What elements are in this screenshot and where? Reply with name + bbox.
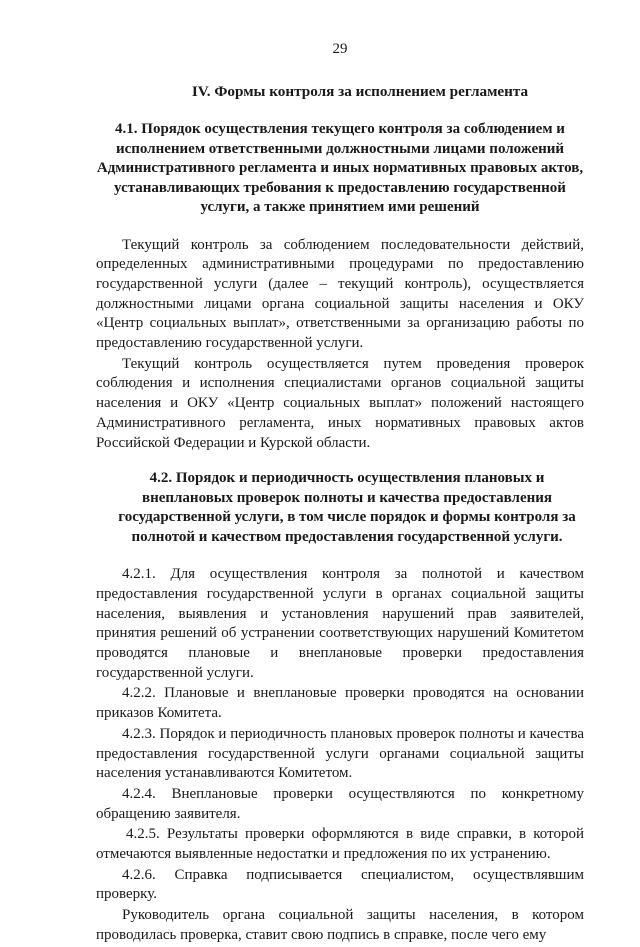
paragraph-4-2-1: 4.2.1. Для осуществления контроля за полнотой и качеством предоставления государственной услуги в органах социальной защиты населения, выявления и установления нарушений прав заявителей, принятия решений об устранении соответствующих нарушений Комитетом проводятся плановые и внеплановые проверки предоставления государственной услуги.	[96, 566, 584, 681]
subsection-title-4-2: 4.2. Порядок и периодичность осуществления плановых и внеплановых проверок полноты и качества предоставления государственной услуги, в том числе порядок и формы контроля за полнотой и качеством предоставления государственной услуги.	[118, 470, 576, 545]
subsection-title-4-1: 4.1. Порядок осуществления текущего контроля за соблюдением и исполнением ответственными должностными лицами положений Административного регламента и иных нормативных правовых актов, устанавливающих требования к предоставлению государственной услуги, а также принятием ими решений	[96, 121, 584, 215]
paragraph-4-2-2: 4.2.2. Плановые и внеплановые проверки проводятся на основании приказов Комитета.	[96, 685, 584, 722]
paragraph-supervisor-signature: Руководитель органа социальной защиты населения, в котором проводилась проверка, ставит свою подпись в справке, после чего ему	[96, 907, 584, 943]
paragraph-4-2-4: 4.2.4. Внеплановые проверки осуществляются по конкретному обращению заявителя.	[96, 785, 584, 822]
section-title: IV. Формы контроля за исполнением регламента	[191, 83, 529, 100]
page-number: 29	[332, 41, 348, 57]
paragraph-current-control: Текущий контроль за соблюдением последовательности действий, определенных административными процедурами по предоставлению государственной услуги (далее – текущий контроль), осуществляется должностными лицами органа социальной защиты населения и ОКУ «Центр социальных выплат», ответственными за организацию работы по предоставлению государственной услуги.	[96, 236, 584, 352]
page-content	[96, 82, 584, 947]
paragraph-4-2-6: 4.2.6. Справка подписывается специалистом, осуществлявшим проверку.	[96, 866, 584, 903]
paragraph-4-2-3: 4.2.3. Порядок и периодичность плановых проверок полноты и качества предоставления государственной услуги органами социальной защиты населения устанавливаются Комитетом.	[96, 725, 584, 782]
paragraph-4-2-5: 4.2.5. Результаты проверки оформляются в виде справки, в которой отмечаются выявленные недостатки и предложения по их устранению.	[96, 826, 584, 863]
paragraph-control-method: Текущий контроль осуществляется путем проведения проверок соблюдения и исполнения специалистами органов социальной защиты населения и ОКУ «Центр социальных выплат» положений настоящего Административного регламента, иных нормативных правовых актов Российской Федерации и Курской области.	[96, 355, 584, 451]
